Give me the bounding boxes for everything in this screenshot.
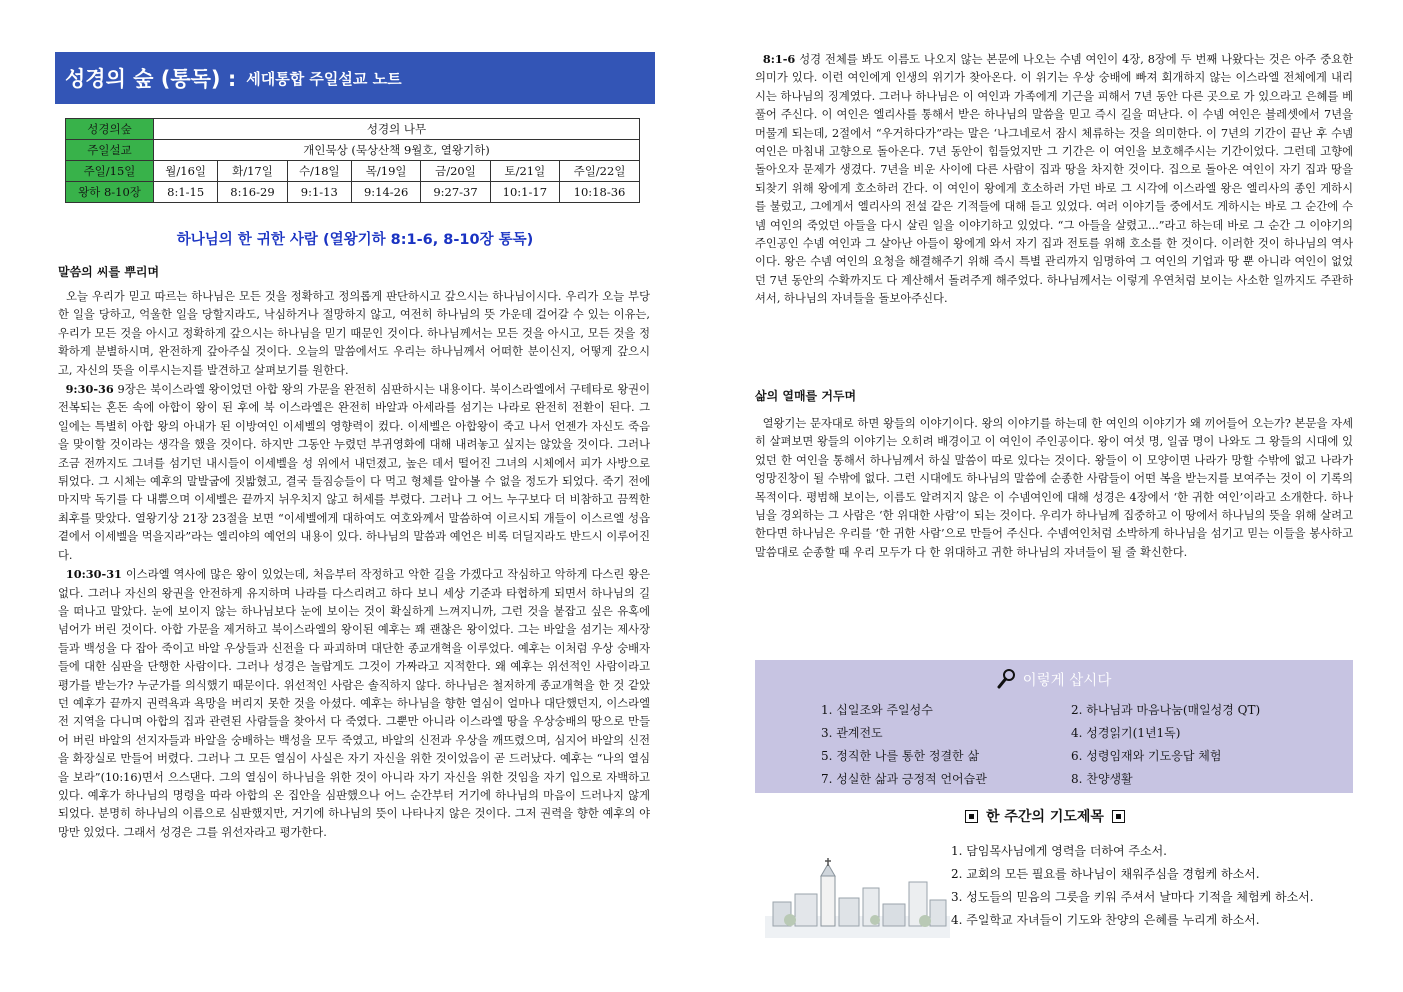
paragraph — [58, 288, 650, 380]
header-banner — [55, 52, 655, 104]
list-item-text: 3. 관계전도 — [821, 726, 883, 740]
sermon-title: 하나님의 한 귀한 사람 (열왕기하 8:1-6, 8-10장 통독) — [176, 232, 534, 248]
table-cell: 토/21일 — [490, 161, 559, 182]
list-item: 2. 교회의 모든 필요를 하나님이 채워주심을 경험케 하소서. — [951, 867, 1260, 881]
prayer-list — [951, 840, 1314, 932]
table-cell: 8:16-29 — [218, 182, 287, 203]
verse-ref: 10:30-31 — [65, 567, 122, 582]
list-item-text: 1. 십일조와 주일성수 — [821, 703, 933, 717]
right-body-2 — [755, 415, 1353, 562]
list-item — [821, 698, 1321, 721]
magnifier-icon — [997, 668, 1017, 690]
table-cell: 수/18일 — [287, 161, 351, 182]
square-bullet-icon — [965, 810, 978, 823]
list-item — [821, 744, 1321, 767]
left-body — [58, 288, 650, 842]
table-cell: 월/16일 — [154, 161, 218, 182]
live-title — [755, 668, 1353, 690]
paragraph — [755, 50, 1353, 309]
list-item-text: 4. 성경읽기(1년1독) — [1071, 726, 1181, 740]
paragraph-text: 열왕기는 문자대로 하면 왕들의 이야기이다. 왕의 이야기를 하는데 한 여인의 이야기가 왜 끼어들어 오는가? 본문을 자세히 살펴보면 왕들의 이야기는 오히려 배경이고 이 여인이 주인공이다. 왕이 여섯 명, 일곱 명이 나와도 그 왕들의 시대에 있었던 한 여인을 통해서 하나님께서 하실 말씀이 따로 있다는 것이다. 왕들이 이 모양이면 나라가 망할 수밖에 없고 나라가 엉망진창이 될 수밖에 없다. 그런 시대에도 하나님의 말씀에 순종한 사람들이 어떤 복을 받는지를 보여주는 것이 이 기록의 목적이다. 평범해 보이는, 이름도 알려지지 않은 이 수넴여인에 대해 성경은 4장에서 ‘한 귀한 여인’이라고 소개한다. 하나님을 경외하는 그 사람은 ‘한 위대한 사람’이 되는 것이다. 우리가 하나님께 집중하고 이 땅에서 하나님의 뜻을 위해 살려고 한다면 하나님은 우리를 ‘한 귀한 사람’으로 만들어 주신다. 수넴여인처럼 소박하게 하나님을 섬기고 믿는 이들을 봉사하고 말씀대로 순종할 때 우리 모두가 다 한 위대하고 귀한 하나님의 자녀들이 될 줄 확신한다. — [755, 417, 1353, 559]
table-cell: 8:1-15 — [154, 182, 218, 203]
section-heading: 삶의 열매를 거두며 — [755, 389, 857, 403]
paragraph — [755, 415, 1353, 562]
table-cell: 개인묵상 (묵상산책 9월호, 열왕기하) — [154, 140, 640, 161]
paragraph-text: 오늘 우리가 믿고 따르는 하나님은 모든 것을 정확하고 정의롭게 판단하시고 갚으시는 하나님이시다. 우리가 오늘 부당한 일을 당하고, 억울한 일을 당할지라도, 낙심하거나 절망하지 않고, 여전히 하나님의 뜻 가운데 걸어갈 수 있는 이유는, 우리가 모든 것을 아시고 정확하게 갚으시는 하나님을 믿기 때문인 것이다. 하나님께서는 모든 것을 아시고, 모든 것을 정확하게 분별하시며, 완전하게 갚아주실 것이다. 오늘의 말씀에서도 우리는 하나님께서 어떠한 분이신지, 어떻게 갚으시고, 자신의 뜻을 이루시는지를 발견하고 살펴보기를 원한다. — [58, 290, 650, 377]
table-cell: 화/17일 — [218, 161, 287, 182]
list-item-text: 7. 성실한 삶과 긍정적 언어습관 — [821, 772, 987, 786]
table-label: 주일설교 — [66, 140, 154, 161]
paragraph — [58, 380, 650, 565]
list-item-text: 6. 성령임재와 기도응답 체험 — [1071, 749, 1222, 763]
table-cell: 금/20일 — [421, 161, 490, 182]
paragraph-text: 9장은 북이스라엘 왕이었던 아합 왕의 가문을 완전히 심판하시는 내용이다. 북이스라엘에서 구테타로 왕권이 전복되는 혼돈 속에 아합이 왕이 된 후에 북 이스라엘은 완전히 바알과 아세라를 섬기는 나라로 완전히 전환이 된다. 그 일에는 특별히 아합 왕의 아내가 된 이방여인 이세벨의 영향력이 컸다. 이세벨은 아합왕이 죽고 나서 언젠가 자신도 죽음을 맞이할 것이라는 생각을 했을 것이다. 하지만 그동안 누렸던 부귀영화에 대해 내려놓고 싶지는 않았을 것이다. 그러나 조금 전까지도 그녀를 섬기던 내시들이 이세벨을 성 위에서 내던졌고, 높은 데서 떨어진 그녀의 시체에서 피가 사방으로 튀었다. 그 시체는 예후의 말발굽에 짓밟혔고, 결국 들짐승들이 다 먹고 형체를 알아볼 수 없을 정도가 되었다. 죽기 전에 마지막 독기를 다 내뿜으며 이세벨은 끝까지 뉘우치지 않고 허세를 부렸다. 그러나 그 어느 누구보다 더 비참하고 끔찍한 최후를 맞았다. 열왕기상 21장 23절을 보면 “이세벨에게 대하여도 여호와께서 말씀하여 이르시되 개들이 이스르엘 성읍 곁에서 이세벨을 먹을지라”라는 엘리야의 예언의 내용이 있다. 하나님의 말씀과 예언은 비록 더딜지라도 반드시 이루어진다. — [58, 383, 650, 562]
table-cell: 주일/22일 — [560, 161, 640, 182]
table-label: 성경의숲 — [66, 119, 154, 140]
verse-ref: 9:30-36 — [65, 382, 114, 397]
table-cell: 9:27-37 — [421, 182, 490, 203]
banner-title: 성경의 숲 (통독) : — [65, 67, 237, 91]
table-cell: 9:14-26 — [351, 182, 420, 203]
list-item-text: 2. 하나님과 마음나눔(매일성경 QT) — [1071, 703, 1261, 717]
live-box — [755, 660, 1353, 793]
church-town-illustration — [765, 858, 950, 938]
live-list — [821, 698, 1321, 790]
paragraph — [58, 565, 650, 842]
live-title-text: 이렇게 삽시다 — [1022, 672, 1112, 689]
banner-subtitle: 세대통합 주일설교 노트 — [246, 69, 402, 88]
table-cell: 9:1-13 — [287, 182, 351, 203]
table-label: 주일/15일 — [66, 161, 154, 182]
list-item — [821, 767, 1321, 790]
table-cell: 10:1-17 — [490, 182, 559, 203]
table-label: 왕하 8-10장 — [66, 182, 154, 203]
table-cell: 성경의 나무 — [154, 119, 640, 140]
table-cell: 10:18-36 — [560, 182, 640, 203]
table-row — [66, 161, 640, 182]
paragraph-text: 이스라엘 역사에 많은 왕이 있었는데, 처음부터 작정하고 악한 길을 가겠다고 작심하고 악하게 다스린 왕은 없다. 그러나 자신의 왕권을 안전하게 유지하며 나라를 다스리려고 하다 보니 세상 기준과 타협하게 되면서 하나님의 길을 떠나고 말았다. 눈에 보이지 않는 하나님보다 눈에 보이는 것이 확실하게 느껴지니까, 그런 것을 붙잡고 싶은 유혹에 넘어가 버린 것이다. 아합 가문을 제거하고 북이스라엘의 왕이된 예후는 꽤 괜찮은 왕이었다. 그는 바알을 섬기는 제사장들과 백성을 다 잡아 죽이고 바알 우상들과 신전을 다 파괴하며 대단한 종교개혁을 이루었다. 예후는 이처럼 우상 숭배자들에 대한 심판을 단행한 사람이다. 그러나 성경은 놀랍게도 그것이 가짜라고 지적한다. 왜 예후는 위선적인 사람이라고 평가를 받는가? 누군가를 의식했기 때문이다. 위선적인 사람은 솔직하지 않다. 하나님은 철저하게 종교개혁을 한 것 같았던 예후가 끝까지 권력욕과 욕망을 버리지 못한 것을 아셨다. 예후는 하나님을 향한 열심이 얼마나 대단했던지, 이스라엘 전 지역을 다니며 아합의 집과 관련된 사람들을 찾아서 다 죽였다. 그뿐만 아니라 이스라엘 땅을 우상숭배의 땅으로 만들어 버린 바알의 선지자들과 바알을 숭배하는 백성을 모두 죽였고, 바알의 신전과 우상을 깨뜨렸으며, 심지어 바알의 신전을 화장실로 만들어 버렸다. 그러나 그 모든 열심이 사실은 자기 자신을 위한 것이었음이 곧 드러났다. 예후는 “나의 열심을 보라”(10:16)면서 으스댄다. 그의 열심이 하나님을 위한 것이 아니라 자기 자신을 위한 것임을 자기 입으로 자백하고 있다. 예후가 하나님의 명령을 따라 아합의 온 집안을 심판했으나 어느 순간부터 거기에 하나님의 마음이 드러나지 않게 되었다. 분명히 하나님의 이름으로 심판했지만, 거기에 하나님의 뜻이 나타나지 않은 것이다. 그저 권력을 향한 예후의 야망만 있었다. 그래서 성경은 그를 위선자라고 평가한다. — [58, 568, 650, 839]
right-body — [755, 50, 1353, 309]
section-heading: 말씀의 씨를 뿌리며 — [58, 265, 160, 279]
list-item: 3. 성도들의 믿음의 그릇을 키워 주셔서 날마다 기적을 체험케 하소서. — [951, 890, 1314, 904]
verse-ref: 8:1-6 — [762, 52, 796, 66]
table-cell: 목/19일 — [351, 161, 420, 182]
list-item — [821, 721, 1321, 744]
prayer-title-text: 한 주간의 기도제목 — [986, 809, 1104, 825]
paragraph-text: 성경 전체를 봐도 이름도 나오지 않는 본문에 나오는 수넴 여인이 4장, 8장에 두 번째 나왔다는 것은 아주 중요한 의미가 있다. 이런 여인에게 인생의 위기가 찾아온다. 이 위기는 우상 숭배에 빠져 회개하지 않는 이스라엘 전체에게 내리시는 하나님의 징계였다. 그러나 하나님은 이 여인과 가족에게 기근을 피해서 7년 동안 다른 곳으로 가 있으라고 은혜를 베풀어 주신다. 이 여인은 엘리사를 통해서 받은 하나님의 말씀을 믿고 즉시 길을 떠난다. 이 수넴 여인은 블레셋에서 7년을 머물게 되는데, 2절에서 “우거하다가”라는 말은 ‘나그네로서 잠시 체류하는 것을 의미한다. 이 7년의 기간이 끝난 후 수넴 여인은 마침내 고향으로 돌아온다. 7년 동안이 힘들었지만 그 기간은 이 여인을 보호해주시는 기간이었다. 그런데 고향에 돌아오자 문제가 생겼다. 7년을 비운 사이에 다른 사람이 집과 땅을 차지한 것이다. 집으로 돌아온 여인이 자기 집과 땅을 되찾기 위해 왕에게 호소하러 간다. 이 여인이 왕에게 호소하러 가던 바로 그 시각에 이스라엘 왕은 엘리사의 종인 게하시를 불렀고, 그에게서 엘리사의 전설 같은 기적들에 대해 듣고 있었다. 여러 이야기들 중에서도 게하시는 바로 그 순간에 수넴 여인의 죽었던 아들을 다시 살린 일을 이야기하고 있었다. “그 아들을 살렸고...”라고 하는데 바로 그 순간 그 이야기의 주인공인 수넴 여인과 그 살아난 아들이 왕에게 와서 자기 집과 전토를 위해 호소를 한 것이다. 이러한 것이 하나님의 역사이다. 왕은 수넴 여인의 요청을 해결해주기 위해 즉시 특별 관리까지 임명하여 그 여인의 기업과 땅 뿐 아니라 여인이 없었던 7년 동안의 수확까지도 다 계산해서 돌려주게 해주었다. 하나님께서는 이렇게 우연처럼 보이는 사소한 일까지도 주관하셔서, 하나님의 자녀들을 돌보아주신다. — [755, 53, 1353, 306]
list-item: 4. 주일학교 자녀들이 기도와 찬양의 은혜를 누리게 하소서. — [951, 913, 1260, 927]
table-row — [66, 182, 640, 203]
list-item: 1. 담임목사님에게 영력을 더하여 주소서. — [951, 844, 1167, 858]
schedule-table — [65, 118, 640, 203]
list-item-text: 5. 정직한 나를 통한 정결한 삶 — [821, 749, 980, 763]
table-row — [66, 119, 640, 140]
square-bullet-icon — [1112, 810, 1125, 823]
list-item-text: 8. 찬양생활 — [1071, 772, 1133, 786]
prayer-title — [965, 806, 1125, 826]
left-column — [55, 52, 655, 839]
table-row — [66, 140, 640, 161]
